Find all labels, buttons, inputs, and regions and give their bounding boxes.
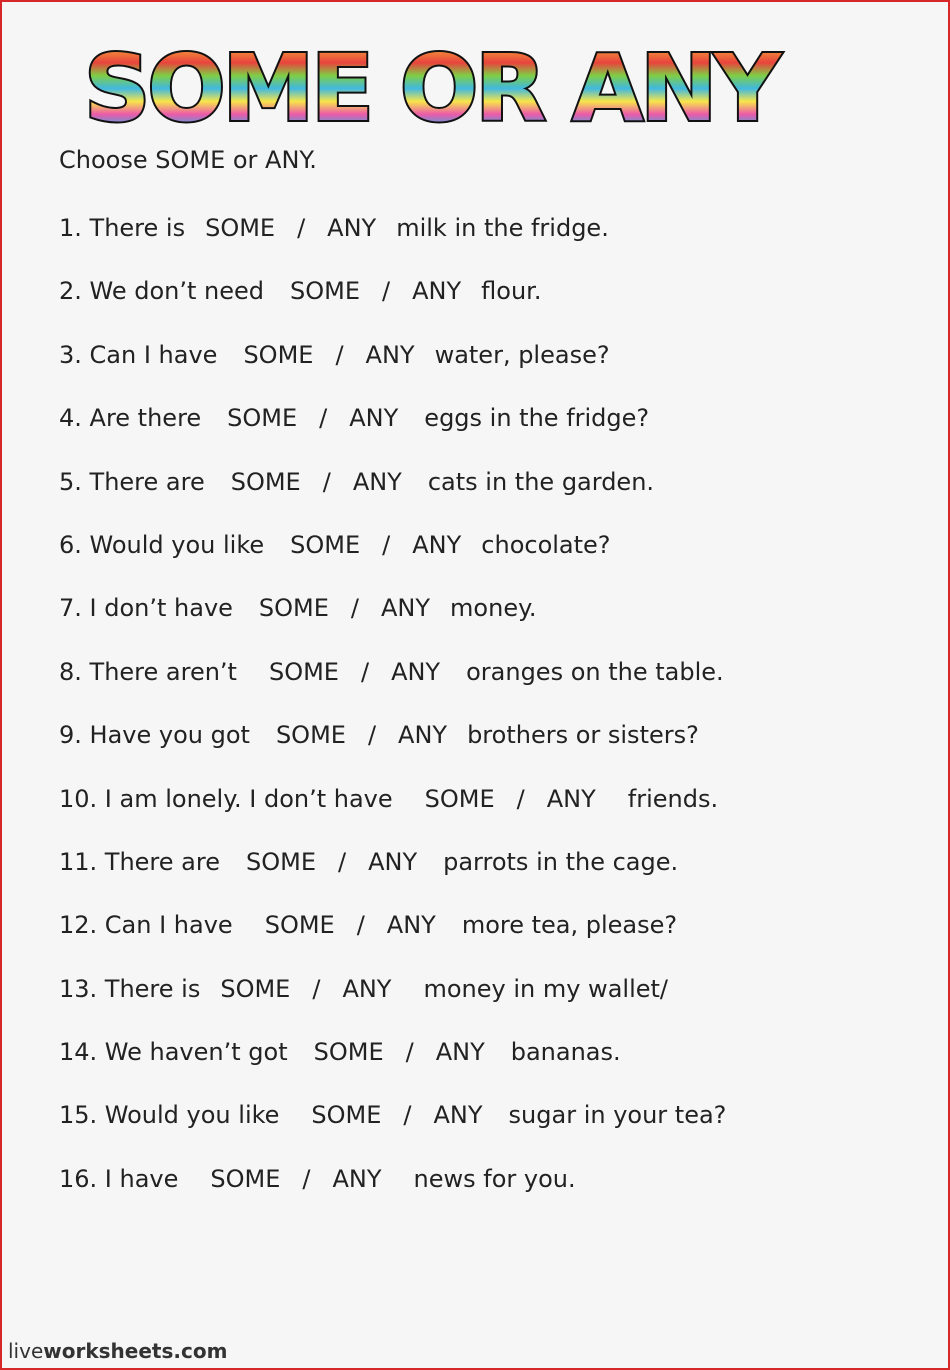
option-any[interactable]: ANY — [381, 594, 431, 623]
option-any[interactable]: ANY — [412, 530, 462, 559]
option-separator: / — [516, 784, 525, 813]
option-separator: / — [382, 530, 391, 559]
question-text: 8. There aren’t — [59, 657, 237, 686]
question-text: 12. Can I have — [59, 911, 233, 940]
footer-suffix: .com — [173, 1339, 228, 1363]
question-text: 5. There are — [59, 467, 205, 496]
option-some[interactable]: SOME — [258, 594, 329, 623]
question-ending: parrots in the cage. — [443, 847, 679, 876]
question-item — [59, 785, 726, 848]
question-list — [59, 214, 726, 1228]
option-any[interactable]: ANY — [433, 1101, 483, 1130]
option-separator: / — [403, 1101, 412, 1130]
question-item — [59, 594, 726, 657]
option-separator: / — [297, 214, 306, 242]
option-some[interactable]: SOME — [313, 1038, 384, 1067]
option-some[interactable]: SOME — [275, 721, 346, 750]
footer-brand — [8, 1339, 227, 1363]
question-text: 13. There is — [59, 974, 201, 1003]
question-ending: money. — [450, 594, 537, 623]
question-text: 15. Would you like — [59, 1101, 280, 1130]
option-some[interactable]: SOME — [243, 340, 314, 369]
question-text: 9. Have you got — [59, 721, 250, 750]
option-separator: / — [405, 1038, 414, 1067]
option-some[interactable]: SOME — [210, 1164, 281, 1193]
option-some[interactable]: SOME — [264, 911, 335, 940]
option-some[interactable]: SOME — [268, 657, 339, 686]
title-word-art — [84, 32, 778, 142]
option-any[interactable]: ANY — [342, 974, 392, 1003]
question-item — [59, 404, 726, 467]
option-any[interactable]: ANY — [435, 1038, 485, 1067]
option-any[interactable]: ANY — [546, 784, 596, 813]
footer-name: worksheets — [43, 1339, 174, 1363]
question-text: 1. There is — [59, 214, 186, 242]
option-any[interactable]: ANY — [332, 1164, 382, 1193]
question-ending: chocolate? — [481, 530, 611, 559]
option-separator: / — [319, 404, 328, 433]
option-some[interactable]: SOME — [245, 847, 316, 876]
option-any[interactable]: ANY — [349, 404, 399, 433]
option-separator: / — [350, 594, 360, 623]
question-item — [59, 911, 726, 974]
question-text: 4. Are there — [59, 404, 202, 433]
page-title: SOME OR ANY — [84, 35, 778, 142]
option-any[interactable]: ANY — [352, 467, 402, 496]
question-item — [59, 1038, 726, 1101]
question-ending: water, please? — [434, 340, 610, 369]
question-text: 11. There are — [59, 847, 220, 876]
question-item — [59, 277, 726, 340]
option-any[interactable]: ANY — [398, 721, 448, 750]
question-item — [59, 658, 726, 721]
question-ending: bananas. — [510, 1038, 621, 1067]
question-item — [59, 341, 726, 404]
question-text: 3. Can I have — [59, 340, 218, 369]
question-text: 7. I don’t have — [59, 594, 233, 623]
option-separator: / — [335, 340, 344, 369]
option-separator: / — [382, 277, 391, 306]
question-ending: sugar in your tea? — [508, 1101, 727, 1130]
question-text: 14. We haven’t got — [59, 1038, 288, 1067]
option-separator: / — [302, 1164, 311, 1193]
question-ending: news for you. — [413, 1164, 576, 1193]
question-item — [59, 1165, 726, 1228]
option-any[interactable]: ANY — [365, 340, 415, 369]
question-item — [59, 468, 726, 531]
option-some[interactable]: SOME — [424, 784, 495, 813]
question-ending: money in my wallet/ — [423, 974, 668, 1003]
question-ending: brothers or sisters? — [467, 721, 699, 750]
instructions: Choose SOME or ANY. — [59, 146, 317, 174]
question-item — [59, 975, 726, 1038]
option-separator: / — [360, 657, 370, 686]
question-item — [59, 721, 726, 784]
question-text: 2. We don’t need — [59, 277, 265, 306]
option-some[interactable]: SOME — [311, 1101, 382, 1130]
option-some[interactable]: SOME — [227, 404, 298, 433]
option-separator: / — [356, 911, 365, 940]
option-some[interactable]: SOME — [205, 214, 276, 242]
option-any[interactable]: ANY — [391, 657, 441, 686]
option-separator: / — [322, 467, 331, 496]
option-separator: / — [337, 847, 347, 876]
option-some[interactable]: SOME — [290, 530, 361, 559]
question-ending: oranges on the table. — [466, 657, 724, 686]
question-item — [59, 531, 726, 594]
option-any[interactable]: ANY — [368, 847, 418, 876]
question-item — [59, 214, 726, 277]
question-ending: eggs in the fridge? — [424, 404, 650, 433]
question-ending: friends. — [627, 784, 719, 813]
option-some[interactable]: SOME — [230, 467, 301, 496]
footer-prefix: live — [8, 1339, 44, 1363]
option-some[interactable]: SOME — [290, 277, 361, 306]
question-ending: cats in the garden. — [427, 467, 655, 496]
option-any[interactable]: ANY — [386, 911, 436, 940]
question-text: 10. I am lonely. I don’t have — [59, 784, 393, 813]
option-some[interactable]: SOME — [220, 974, 291, 1003]
option-any[interactable]: ANY — [327, 214, 377, 242]
question-ending: milk in the fridge. — [396, 214, 609, 242]
question-text: 6. Would you like — [59, 530, 265, 559]
question-item — [59, 1101, 726, 1164]
option-any[interactable]: ANY — [412, 277, 462, 306]
question-text: 16. I have — [59, 1164, 179, 1193]
question-ending: flour. — [481, 277, 542, 306]
option-separator: / — [367, 721, 377, 750]
question-item — [59, 848, 726, 911]
question-ending: more tea, please? — [461, 911, 678, 940]
option-separator: / — [312, 974, 321, 1003]
